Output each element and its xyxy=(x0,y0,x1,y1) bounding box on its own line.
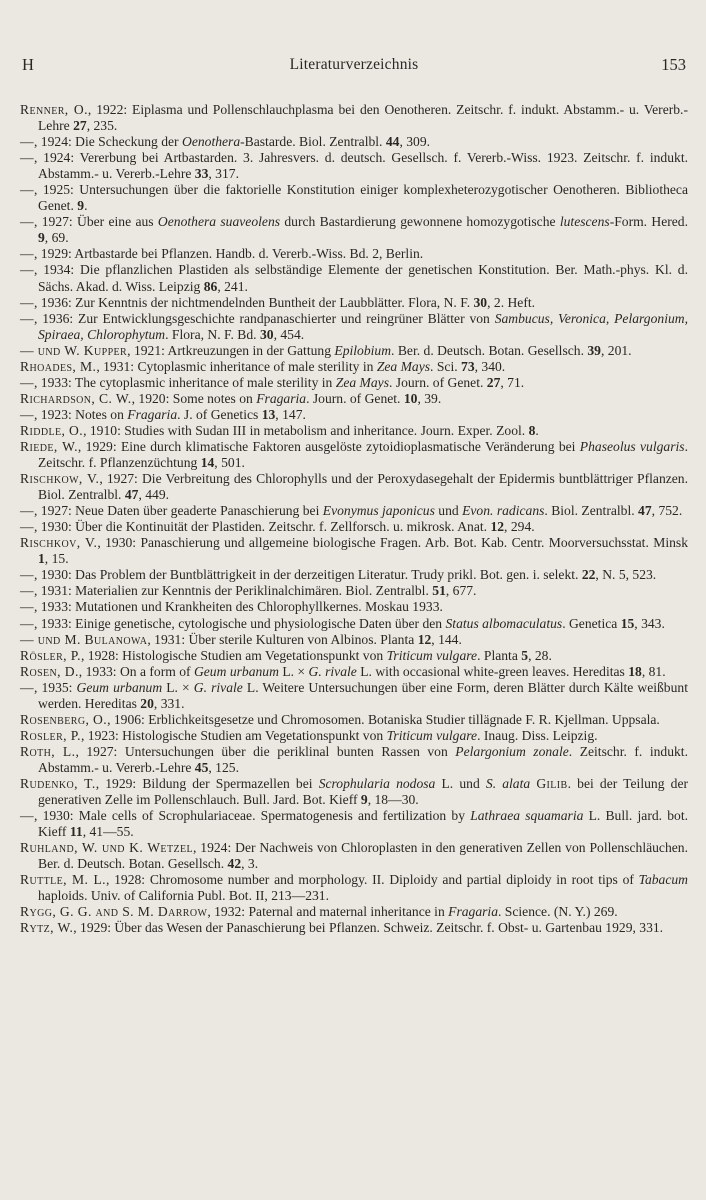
bibliography-entry xyxy=(20,535,688,567)
entry-text: , 1936: Zur Kenntnis der nichtmendelnden Buntheit der Laubblätter. Flora, N. F. xyxy=(34,294,474,310)
entry-volume: 27 xyxy=(73,118,87,134)
entry-text: , 1933: On a form of xyxy=(78,663,194,679)
bibliography-entry xyxy=(20,664,688,680)
bibliography-list xyxy=(20,102,688,936)
entry-author: Gilib xyxy=(536,775,568,791)
bibliography-entry xyxy=(20,471,688,503)
bibliography-entry xyxy=(20,407,688,423)
entry-author: — xyxy=(20,310,34,326)
entry-species: Geum urbanum xyxy=(76,679,163,695)
entry-text: , 1923: Notes on xyxy=(34,406,128,422)
entry-text: . Journ. of Genet. xyxy=(389,374,487,390)
entry-text: , 1933: Mutationen und Krankheiten des Chlorophyllkernes. Moskau 1933. xyxy=(34,599,443,615)
entry-text: , 1930: Male cells of Scrophulariaceae. Spermatogenesis and fertilization by xyxy=(34,808,471,824)
entry-text: , 18—30. xyxy=(367,792,419,808)
entry-text: , 241. xyxy=(217,278,248,294)
running-title: Literaturverzeichnis xyxy=(289,56,419,73)
entry-volume: 13 xyxy=(261,406,276,422)
entry-text: , 1931: Materialien zur Kenntnis der Periklinalchimären. Biol. Zentralbl. xyxy=(34,583,433,599)
bibliography-entry xyxy=(20,375,688,391)
entry-text: -Form. Hered. xyxy=(609,214,688,230)
bibliography-entry xyxy=(20,632,688,648)
entry-author: — und W. Kupper xyxy=(20,342,128,358)
entry-volume: 14 xyxy=(200,455,215,471)
entry-volume: 9 xyxy=(360,792,368,808)
entry-text: . Zeitschr. f. indukt. Abstamm.- u. Vererb.-Lehre xyxy=(38,743,688,775)
entry-text: , 1921: Artkreuzungen in der Gattung xyxy=(127,342,335,358)
bibliography-entry xyxy=(20,359,688,375)
entry-volume: 5 xyxy=(521,647,529,663)
entry-text: . Journ. of Genet. xyxy=(306,390,404,406)
entry-volume: 20 xyxy=(140,695,154,711)
entry-text: , 28. xyxy=(528,647,552,663)
entry-author: — xyxy=(20,583,34,599)
bibliography-entry xyxy=(20,872,688,904)
bibliography-entry xyxy=(20,776,688,808)
entry-author: — xyxy=(20,374,34,390)
entry-species: Lathraea squamaria xyxy=(470,808,584,824)
entry-text: . Ber. d. Deutsch. Botan. Gesellsch. xyxy=(391,342,588,358)
entry-text: , 1920: Some notes on xyxy=(131,390,257,406)
entry-text: , 317. xyxy=(208,166,239,182)
entry-species: Evon. radicans xyxy=(462,503,545,519)
entry-text: , N. 5, 523. xyxy=(595,567,657,583)
entry-author: — xyxy=(20,214,34,230)
entry-text: . Planta xyxy=(477,647,522,663)
entry-volume: 47 xyxy=(124,487,139,503)
entry-text: . Flora, N. F. Bd. xyxy=(165,326,260,342)
entry-text: , 1932: Paternal and maternal inheritance in xyxy=(207,904,449,920)
bibliography-entry xyxy=(20,808,688,840)
entry-text: , 1928: Chromosome number and morphology. II. Diploidy and partial diploidy in root tips of xyxy=(105,872,639,888)
bibliography-entry xyxy=(20,311,688,343)
entry-text: . Genetica xyxy=(562,615,621,631)
entry-author: — xyxy=(20,246,34,262)
entry-text: , 343. xyxy=(634,615,665,631)
entry-text: , 41—55. xyxy=(82,824,134,840)
section-letter: H xyxy=(22,55,34,74)
entry-author: Roth, L. xyxy=(20,743,76,759)
entry-volume: 12 xyxy=(417,631,432,647)
entry-text: , 1927: Die Verbreitung des Chlorophylls und der Peroxydasegehalt der Epidermis buntblättriger Pflanzen. Biol. Zentralbl. xyxy=(38,471,689,503)
entry-text: , 1929: Bildung der Spermazellen bei xyxy=(95,775,319,791)
entry-text: , 1933: Einige genetische, cytologische und physiologische Daten über den xyxy=(34,615,446,631)
entry-species: Evonymus japonicus xyxy=(322,503,435,519)
entry-species: Sambucus, Veronica, Pelargonium, Spiraea, Chlorophytum xyxy=(38,310,688,342)
entry-text: L. with occasional white-green leaves. Hereditas xyxy=(356,663,629,679)
bibliography-entry xyxy=(20,519,688,535)
entry-author: — xyxy=(20,567,34,583)
entry-text: L. × xyxy=(162,679,194,695)
entry-author: Rosen, D. xyxy=(20,663,79,679)
entry-species: Status albomaculatus xyxy=(445,615,563,631)
entry-volume: 47 xyxy=(638,503,652,519)
entry-volume: 39 xyxy=(587,342,601,358)
entry-author: Rösler, P. xyxy=(20,647,81,663)
bibliography-entry xyxy=(20,712,688,728)
entry-species: G. rivale xyxy=(193,679,243,695)
entry-author: Renner, O. xyxy=(20,102,88,117)
entry-text: , 501. xyxy=(214,455,245,471)
entry-author: — und M. Bulanowa xyxy=(20,631,148,647)
entry-author: Ruhland, W. und K. Wetzel xyxy=(20,840,193,856)
bibliography-entry xyxy=(20,246,688,262)
bibliography-entry xyxy=(20,182,688,214)
entry-volume: 12 xyxy=(490,519,505,535)
entry-text: , 449. xyxy=(138,487,170,503)
entry-author: — xyxy=(20,182,34,198)
entry-text: , 1922: Eiplasma und Pollenschlauchplasma bei den Oenotheren. Zeitschr. f. indukt. Abstamm.- u. Vererb.-Lehre xyxy=(38,102,688,134)
entry-volume: 1 xyxy=(38,551,45,567)
entry-text: , 454. xyxy=(273,326,305,342)
entry-text: , 69. xyxy=(44,230,69,246)
entry-text: , 71. xyxy=(500,374,525,390)
entry-volume: 22 xyxy=(581,567,596,583)
entry-species: Tabacum xyxy=(638,872,688,888)
bibliography-entry xyxy=(20,391,688,407)
entry-text: , 1931: Über sterile Kulturen von Albinos. Planta xyxy=(147,631,418,647)
entry-text: , 81. xyxy=(641,663,666,679)
entry-volume: 30 xyxy=(259,326,274,342)
entry-text: , 1929: Eine durch klimatische Faktoren ausgelöste zytoidioplasmatische Veränderung bei xyxy=(77,438,580,454)
entry-text: , 201. xyxy=(600,342,632,358)
entry-text: . Biol. Zentralbl. xyxy=(544,503,639,519)
bibliography-entry xyxy=(20,840,688,872)
bibliography-entry xyxy=(20,262,688,294)
entry-text: , 1927: Neue Daten über geaderte Panaschierung bei xyxy=(34,503,323,519)
entry-volume: 27 xyxy=(486,374,501,390)
entry-species: Geum urbanum xyxy=(193,663,279,679)
entry-author: Riddle, O. xyxy=(20,422,84,438)
entry-text: , 144. xyxy=(431,631,462,647)
entry-species: Oenothera suaveolens xyxy=(157,214,281,230)
entry-text: L. Weitere Untersuchungen über eine Form, deren Blätter durch Kälte weißbunt werden. Hereditas xyxy=(38,679,688,711)
entry-volume: 45 xyxy=(194,759,209,775)
entry-text: , 1927: Untersuchungen über die periklinal bunten Rassen von xyxy=(75,743,456,759)
entry-text: , 1924: Vererbung bei Artbastarden. 3. Jahresvers. d. deutsch. Gesellsch. f. Vererb.-Wiss. 1923. Zeitschr. f. indukt. Abstamm.- u. Vererb.-Lehre xyxy=(34,150,688,182)
entry-text: L. und xyxy=(435,775,486,791)
entry-text: -Bastarde. Biol. Zentralbl. xyxy=(240,134,386,150)
entry-text: und xyxy=(434,503,463,519)
entry-text: , 331. xyxy=(153,695,185,711)
entry-text: , 39. xyxy=(417,390,442,406)
entry-text: , 1936: Zur Entwicklungsgeschichte randpanaschierter und reingrüner Blätter von xyxy=(34,310,495,326)
entry-text: , 1929: Über das Wesen der Panaschierung bei Pflanzen. Schweiz. Zeitschr. f. Obst- u. Gartenbau 1929, 331. xyxy=(73,920,664,936)
entry-species: Fragaria xyxy=(448,904,498,920)
entry-text: , 125. xyxy=(208,759,239,775)
entry-text: , 147. xyxy=(275,406,306,422)
bibliography-entry xyxy=(20,920,688,936)
entry-text: , 1930: Das Problem der Buntblättrigkeit in der derzeitigen Literatur. Trudy prikl. Bot. gen. i. selekt. xyxy=(34,567,582,583)
bibliography-entry xyxy=(20,503,688,519)
entry-author: Rosenberg, O. xyxy=(20,711,108,727)
entry-text: . J. of Genetics xyxy=(177,406,262,422)
entry-text: , 3. xyxy=(241,856,259,872)
entry-text: . Zeitschr. f. Pflanzenzüchtung xyxy=(38,438,688,471)
entry-species: Zea Mays xyxy=(376,358,431,374)
entry-author: Richardson, C. W. xyxy=(20,390,132,406)
entry-text: , 1924: Die Scheckung der xyxy=(34,134,182,150)
entry-text: , 309. xyxy=(399,134,431,150)
entry-species: Zea Mays xyxy=(335,374,389,390)
entry-volume: 8 xyxy=(528,422,536,438)
entry-text: , 2. Heft. xyxy=(487,294,536,310)
entry-text: . xyxy=(84,198,88,214)
entry-text: , 1928: Histologische Studien am Vegetationspunkt von xyxy=(81,647,387,663)
entry-text: , 1930: Panaschierung und allgemeine biologische Fragen. Arb. Bot. Kab. Centr. Moorversuchsstat. Minsk xyxy=(97,535,688,551)
entry-text: , 677. xyxy=(445,583,477,599)
bibliography-entry xyxy=(20,439,688,471)
bibliography-entry xyxy=(20,904,688,920)
entry-species: Epilobium xyxy=(334,342,392,358)
bibliography-entry xyxy=(20,343,688,359)
entry-text: . Sci. xyxy=(430,358,462,374)
entry-species: Triticum vulgare xyxy=(386,727,478,743)
bibliography-entry xyxy=(20,728,688,744)
entry-species: Oenothera xyxy=(182,134,241,150)
page-number: 153 xyxy=(661,55,686,74)
bibliography-entry xyxy=(20,616,688,632)
entry-author: — xyxy=(20,406,34,422)
entry-author: Riede, W. xyxy=(20,438,78,454)
entry-volume: 10 xyxy=(403,390,418,406)
entry-author: Rosler, P. xyxy=(20,727,81,743)
entry-author: Ruttle, M. L. xyxy=(20,872,106,888)
entry-author: Rischkow, V. xyxy=(20,471,100,487)
bibliography-entry xyxy=(20,680,688,712)
entry-author: — xyxy=(20,150,34,166)
entry-species: lutescens xyxy=(559,214,610,230)
bibliography-entry xyxy=(20,423,688,439)
entry-text: , 1927: Über eine aus xyxy=(34,214,158,230)
entry-volume: 30 xyxy=(473,294,488,310)
entry-text: , 1931: Cytoplasmic inheritance of male sterility in xyxy=(96,358,377,374)
entry-author: — xyxy=(20,808,34,824)
entry-text: , 15. xyxy=(44,551,69,567)
entry-species: Triticum vulgare xyxy=(386,647,478,663)
entry-text: , 1933: The cytoplasmic inheritance of male sterility in xyxy=(34,374,336,390)
entry-author: — xyxy=(20,679,34,695)
entry-text: , 752. xyxy=(651,503,683,519)
bibliography-entry xyxy=(20,295,688,311)
bibliography-entry xyxy=(20,599,688,615)
page-header xyxy=(22,55,686,79)
entry-text: , 294. xyxy=(504,519,535,535)
entry-species: Pelargonium zonale xyxy=(455,743,569,759)
entry-species: G. rivale xyxy=(308,663,357,679)
entry-author: — xyxy=(20,615,34,631)
entry-text: , 235. xyxy=(86,118,118,134)
entry-text: , 1929: Artbastarde bei Pflanzen. Handb. d. Vererb.-Wiss. Bd. 2, Berlin. xyxy=(34,246,424,262)
entry-text: L. Bull. jard. bot. Kieff xyxy=(38,808,688,840)
entry-text: , 1935: xyxy=(34,679,77,695)
bibliography-entry xyxy=(20,744,688,776)
bibliography-entry xyxy=(20,567,688,583)
entry-volume: 42 xyxy=(227,856,242,872)
bibliography-entry xyxy=(20,134,688,150)
entry-species: Fragaria xyxy=(127,406,178,422)
entry-author: — xyxy=(20,503,34,519)
entry-text: , 1910: Studies with Sudan III in metabolism and inheritance. Journ. Exper. Zool. xyxy=(83,422,529,438)
entry-author: — xyxy=(20,294,34,310)
entry-text: . bei der Teilung der generativen Zelle im Pollenschlauch. Bull. Jard. Bot. Kieff xyxy=(38,775,688,808)
entry-text: . xyxy=(535,422,539,438)
entry-volume: 44 xyxy=(385,134,400,150)
entry-text: . Science. (N. Y.) 269. xyxy=(498,904,618,920)
entry-text: haploids. Univ. of California Publ. Bot. II, 213—231. xyxy=(38,888,329,904)
bibliography-entry xyxy=(20,102,688,134)
entry-volume: 15 xyxy=(620,615,635,631)
bibliography-entry xyxy=(20,583,688,599)
entry-text: , 1925: Untersuchungen über die faktorielle Konstitution einiger komplexheterozygotischer Oenotheren. Bibliotheca Genet. xyxy=(34,182,688,214)
entry-volume: 9 xyxy=(38,230,45,246)
entry-volume: 51 xyxy=(432,583,446,599)
bibliography-entry xyxy=(20,214,688,246)
entry-author: Rygg, G. G. and S. M. Darrow xyxy=(20,904,208,920)
entry-species: S. alata xyxy=(485,775,531,791)
entry-text: L. × xyxy=(278,663,309,679)
entry-author: — xyxy=(20,262,34,278)
entry-volume: 73 xyxy=(461,358,475,374)
entry-text: . Inaug. Diss. Leipzig. xyxy=(477,727,598,743)
entry-author: — xyxy=(20,519,34,535)
entry-author: Rhoades, M. xyxy=(20,358,97,374)
entry-volume: 9 xyxy=(77,198,85,214)
entry-text: durch Bastardierung gewonnene homozygotische xyxy=(280,214,560,230)
bibliography-entry xyxy=(20,648,688,664)
entry-author: Rischkov, V. xyxy=(20,535,98,551)
entry-text: , 1923: Histologische Studien am Vegetationspunkt von xyxy=(81,727,387,743)
entry-author: — xyxy=(20,599,34,615)
entry-volume: 11 xyxy=(69,824,83,840)
entry-volume: 33 xyxy=(194,166,209,182)
entry-text: , 1924: Der Nachweis von Chloroplasten in den generativen Zellen von Pollenschläuchen. Ber. d. Deutsch. Botan. Gesellsch. xyxy=(38,840,688,872)
entry-text: , 340. xyxy=(474,358,506,374)
entry-species: Scrophularia nodosa xyxy=(318,775,436,791)
entry-author: — xyxy=(20,134,34,150)
bibliography-entry xyxy=(20,150,688,182)
entry-volume: 18 xyxy=(628,663,642,679)
entry-volume: 86 xyxy=(203,278,218,294)
entry-text: , 1930: Über die Kontinuität der Plastiden. Zeitschr. f. Zellforsch. u. mikrosk. Anat. xyxy=(34,519,491,535)
entry-species: Phaseolus vulgaris xyxy=(579,438,685,454)
entry-text: , 1906: Erblichkeitsgesetze und Chromosomen. Botaniska Studier tillägnade F. R. Kjellman. Uppsala. xyxy=(107,711,660,727)
entry-species: Fragaria xyxy=(256,390,307,406)
entry-author: Rytz, W. xyxy=(20,920,74,936)
entry-author: Rudenko, T. xyxy=(20,775,96,791)
entry-text: , 1934: Die pflanzlichen Plastiden als selbständige Elemente der genetischen Konstitution. Ber. Math.-phys. Kl. d. Sächs. Akad. d. Wiss. Leipzig xyxy=(34,262,688,294)
